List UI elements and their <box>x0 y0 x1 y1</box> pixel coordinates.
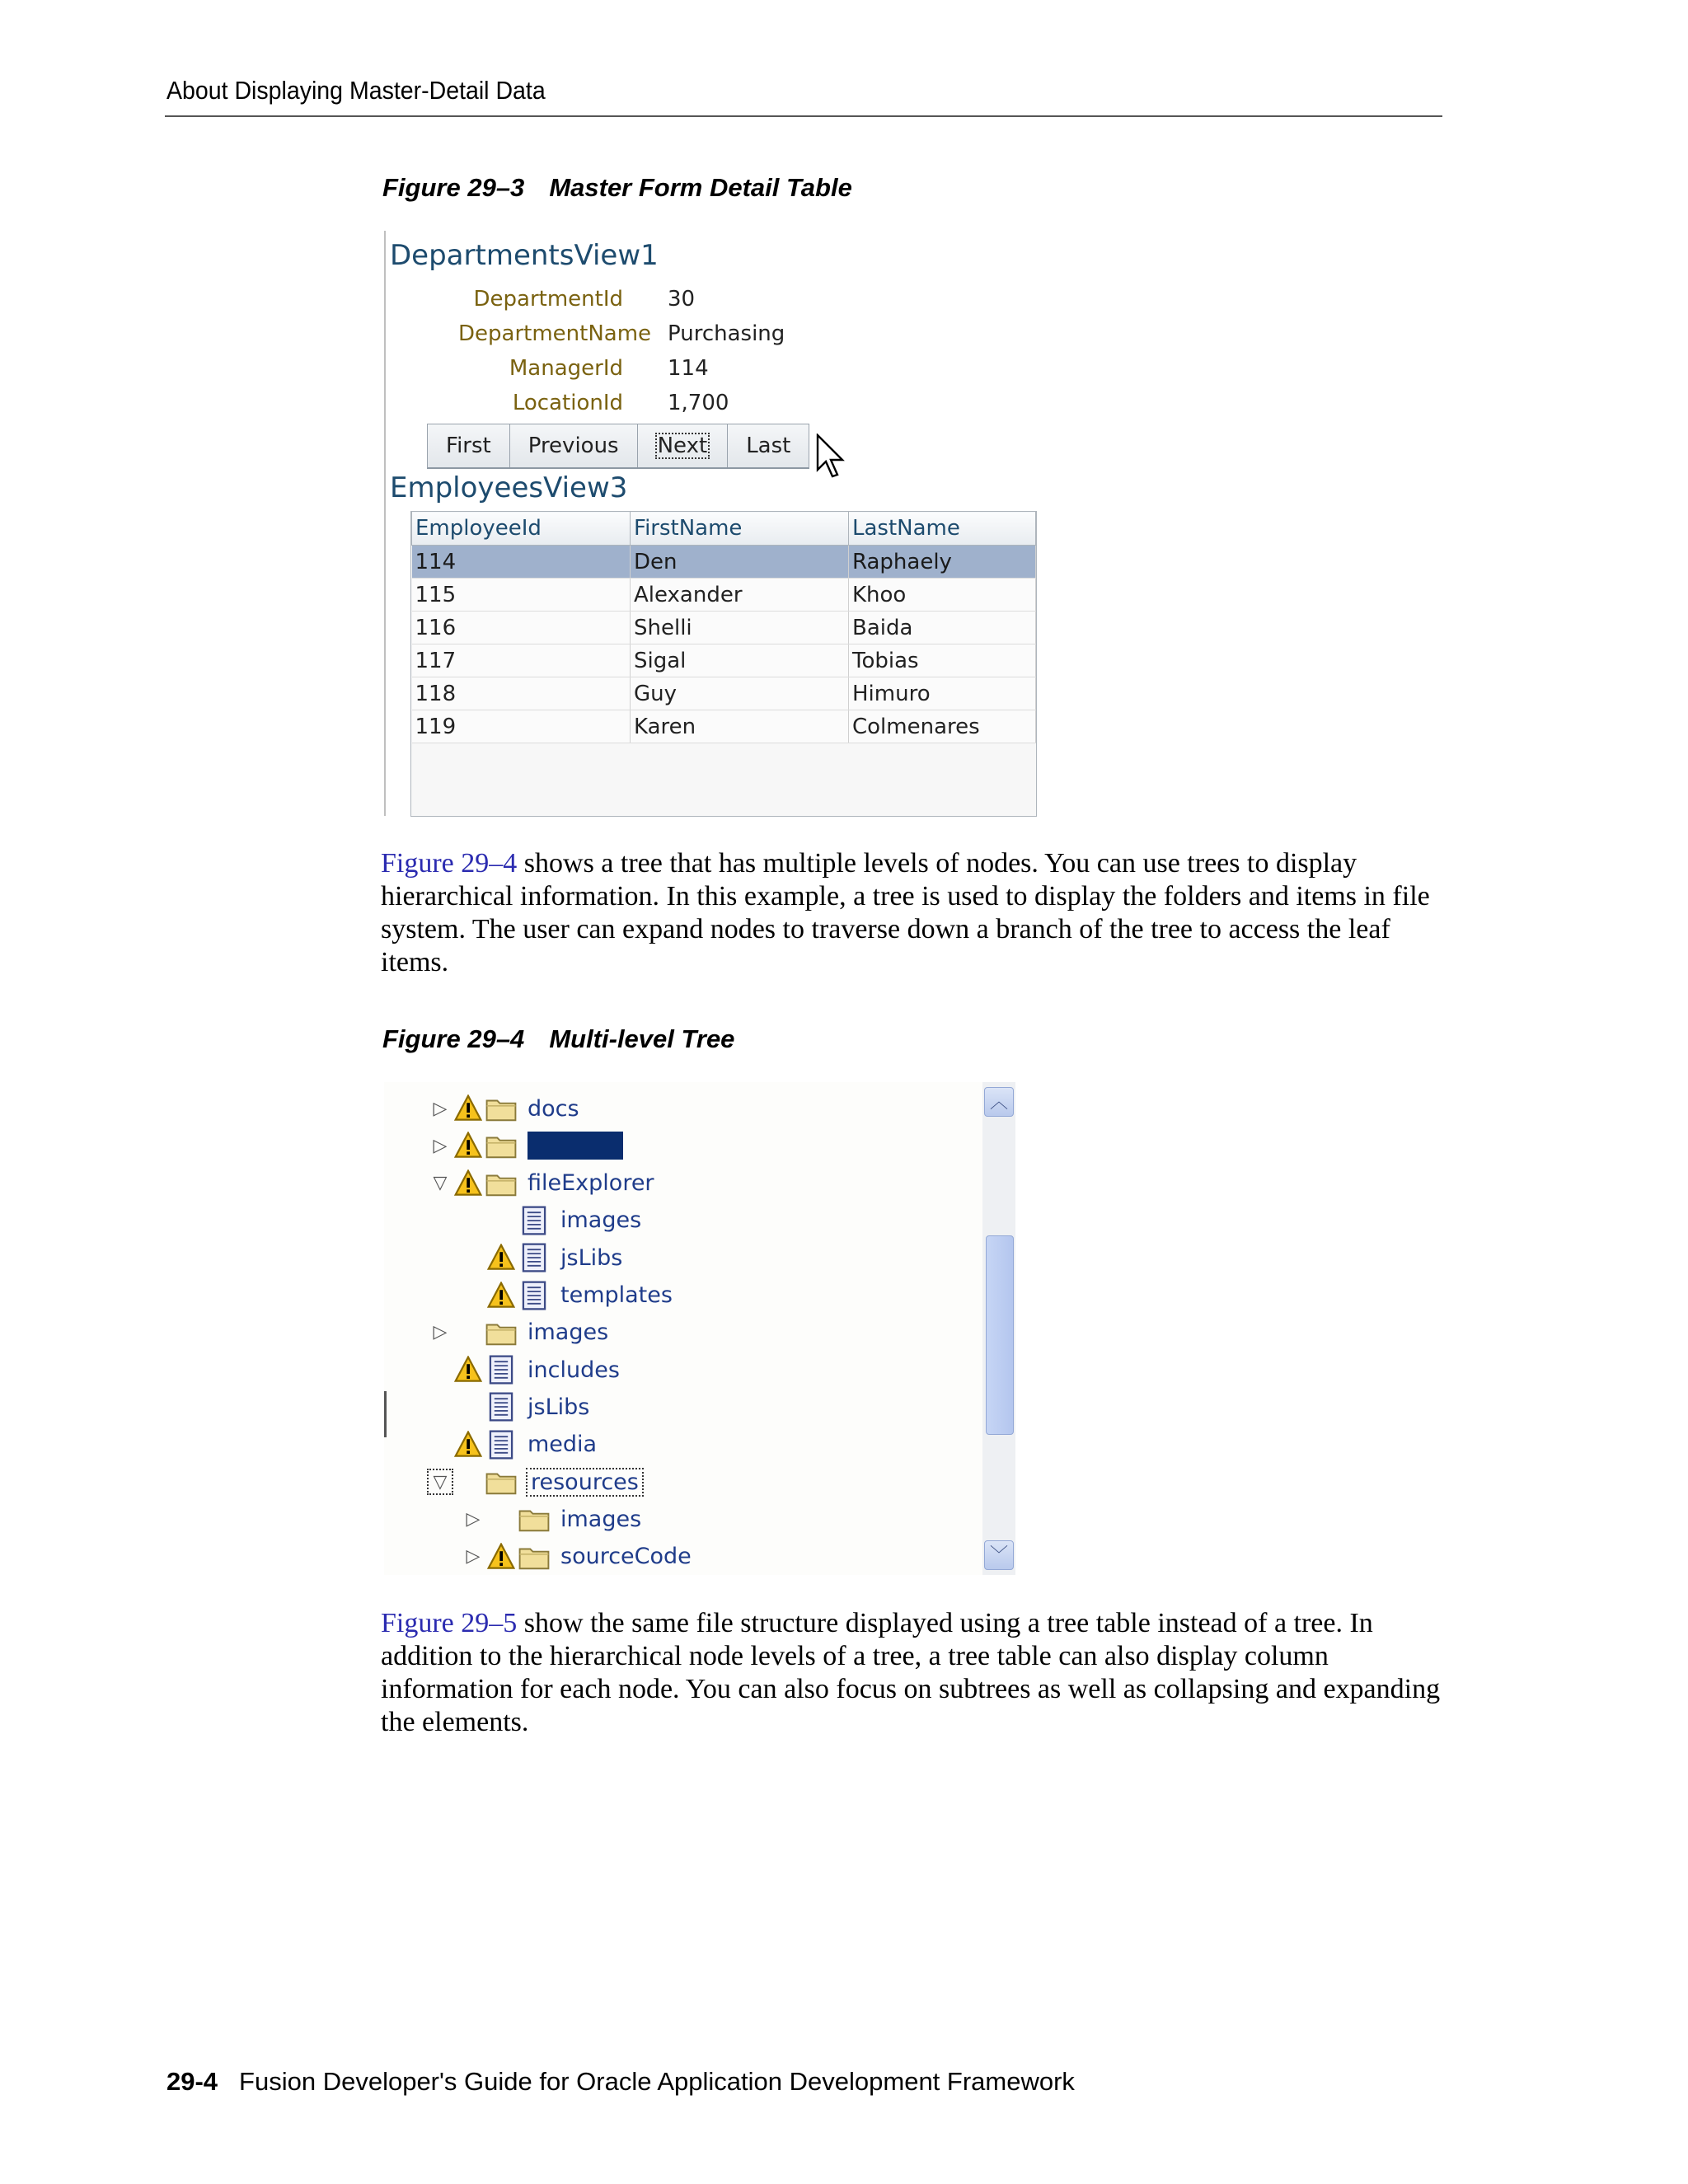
mouse-cursor-icon <box>816 434 846 480</box>
folder-icon <box>485 1132 518 1159</box>
tree-node-label: sourceCode <box>560 1544 692 1570</box>
expand-icon[interactable]: ▷ <box>466 1508 481 1530</box>
twisty-spacer <box>429 1358 452 1381</box>
field-label: LocationId <box>512 391 623 415</box>
collapse-icon[interactable]: ▽ <box>433 1173 448 1194</box>
departments-view-title: DepartmentsView1 <box>390 239 659 272</box>
column-header[interactable]: LastName <box>849 512 1036 546</box>
scroll-thumb[interactable] <box>986 1235 1014 1435</box>
field-value: 1,700 <box>668 391 729 415</box>
tree-node[interactable] <box>462 1279 673 1312</box>
warning-icon <box>485 1244 518 1272</box>
warning-icon <box>452 1132 485 1160</box>
twisty-spacer <box>462 1209 485 1232</box>
last-button[interactable]: Last <box>746 434 791 458</box>
tree-node[interactable] <box>429 1428 597 1461</box>
document-icon <box>485 1392 518 1422</box>
field-value: 30 <box>668 287 696 312</box>
document-icon <box>485 1355 518 1385</box>
document-icon <box>518 1206 551 1235</box>
expand-icon[interactable]: ▷ <box>433 1322 448 1343</box>
running-header: About Displaying Master-Detail Data <box>166 76 546 105</box>
folder-icon <box>518 1506 551 1532</box>
page-number: 29-4 <box>166 2067 218 2096</box>
page-footer <box>166 2067 1075 2097</box>
tree-node[interactable] <box>429 1092 579 1125</box>
table-row[interactable]: 114 Den Raphaely <box>412 546 1036 579</box>
tree-node-label: templates <box>560 1282 673 1308</box>
field-label: DepartmentId <box>473 287 623 312</box>
employees-view-title: EmployeesView3 <box>390 471 628 504</box>
tree-node[interactable] <box>429 1465 642 1498</box>
field-value: Purchasing <box>668 321 785 346</box>
tree-node-label: docs <box>528 1095 579 1122</box>
collapse-icon[interactable]: ▽ <box>429 1470 452 1493</box>
tree-node[interactable] <box>462 1241 622 1274</box>
tree-node[interactable] <box>429 1129 623 1162</box>
twisty-spacer <box>429 1433 452 1456</box>
tree-node-label: media <box>528 1432 598 1458</box>
folder-icon <box>485 1095 518 1122</box>
warning-icon <box>452 1094 485 1122</box>
column-header[interactable]: EmployeeId <box>412 512 631 546</box>
figure-caption <box>382 173 852 203</box>
figure-number: Figure 29–3 <box>382 173 525 202</box>
table-row[interactable]: 117 Sigal Tobias <box>412 644 1036 677</box>
first-button[interactable]: First <box>428 424 510 467</box>
folder-icon <box>485 1319 518 1346</box>
tree-node[interactable] <box>429 1167 654 1200</box>
table-row[interactable]: 119 Karen Colmenares <box>412 710 1036 743</box>
tree-node-label: images <box>560 1506 642 1532</box>
folder-icon <box>485 1170 518 1197</box>
tree-node-label: jsLibs <box>560 1244 623 1271</box>
body-paragraph: Figure 29–5 show the same file structure displayed using a tree table instead of a tree. In addition to the hierarchical node levels of a tree, a tree table can also display column information for each node. You can also focus on subtrees as well as collapsing and expanding the elements. <box>381 1608 1441 1737</box>
figure-caption <box>382 1024 734 1054</box>
record-navigation-bar <box>427 424 809 469</box>
figure-title: Master Form Detail Table <box>549 173 852 202</box>
table-row[interactable]: 116 Shelli Baida <box>412 612 1036 644</box>
twisty-spacer <box>462 1284 485 1307</box>
tree-node-label <box>528 1132 623 1160</box>
multi-level-tree-figure <box>384 1082 1015 1575</box>
tree-node-label: images <box>528 1319 609 1346</box>
document-icon <box>518 1281 551 1310</box>
tree-node[interactable] <box>429 1390 589 1423</box>
table-row[interactable]: 118 Guy Himuro <box>412 677 1036 710</box>
figure-title: Multi-level Tree <box>549 1024 735 1053</box>
tree-node-label: jsLibs <box>528 1394 590 1420</box>
tree-node[interactable] <box>429 1316 608 1349</box>
tree-node-label: resources <box>528 1469 642 1495</box>
expand-icon[interactable]: ▷ <box>433 1098 448 1119</box>
warning-icon <box>485 1282 518 1310</box>
figure-link[interactable]: Figure 29–4 <box>381 848 518 879</box>
master-form-detail-table-figure <box>384 231 1043 816</box>
folder-icon <box>485 1469 518 1495</box>
warning-icon <box>452 1356 485 1384</box>
tree-node[interactable] <box>462 1502 641 1535</box>
next-button[interactable]: Next <box>638 424 729 467</box>
twisty-spacer <box>462 1246 485 1269</box>
expand-icon[interactable]: ▷ <box>466 1546 481 1568</box>
tree-node-label: fileExplorer <box>528 1170 654 1197</box>
previous-button[interactable]: Previous <box>510 424 638 467</box>
tree-node[interactable] <box>462 1204 641 1237</box>
expand-icon[interactable]: ▷ <box>433 1135 448 1156</box>
field-label: DepartmentName <box>458 321 652 346</box>
header-rule <box>165 115 1442 117</box>
field-value: 114 <box>668 356 709 381</box>
document-icon <box>485 1430 518 1460</box>
figure-number: Figure 29–4 <box>382 1024 525 1053</box>
warning-icon <box>485 1543 518 1571</box>
scroll-up-icon[interactable]: ︿ <box>984 1087 1014 1117</box>
tree-node-label: includes <box>528 1357 620 1383</box>
twisty-spacer <box>429 1395 452 1418</box>
column-header[interactable]: FirstName <box>631 512 849 546</box>
body-paragraph: Figure 29–4 shows a tree that has multiple levels of nodes. You can use trees to display hierarchical information. In this example, a tree is used to display the folders and items in file system. The user can expand nodes to traverse down a branch of the tree to access the leaf items. <box>381 848 1430 977</box>
folder-icon <box>518 1544 551 1570</box>
tree-node[interactable] <box>462 1540 692 1573</box>
tree-node[interactable] <box>429 1353 620 1386</box>
employees-table <box>410 511 1037 817</box>
figure-link[interactable]: Figure 29–5 <box>381 1608 518 1638</box>
warning-icon <box>452 1431 485 1459</box>
scroll-down-icon[interactable]: ﹀ <box>984 1540 1014 1570</box>
document-icon <box>518 1243 551 1272</box>
tree-node-label: images <box>560 1207 642 1234</box>
vertical-scrollbar[interactable] <box>982 1082 1015 1575</box>
field-label: ManagerId <box>509 356 623 381</box>
table-row[interactable]: 115 Alexander Khoo <box>412 579 1036 612</box>
book-title: Fusion Developer's Guide for Oracle Application Development Framework <box>239 2067 1075 2096</box>
warning-icon <box>452 1169 485 1197</box>
